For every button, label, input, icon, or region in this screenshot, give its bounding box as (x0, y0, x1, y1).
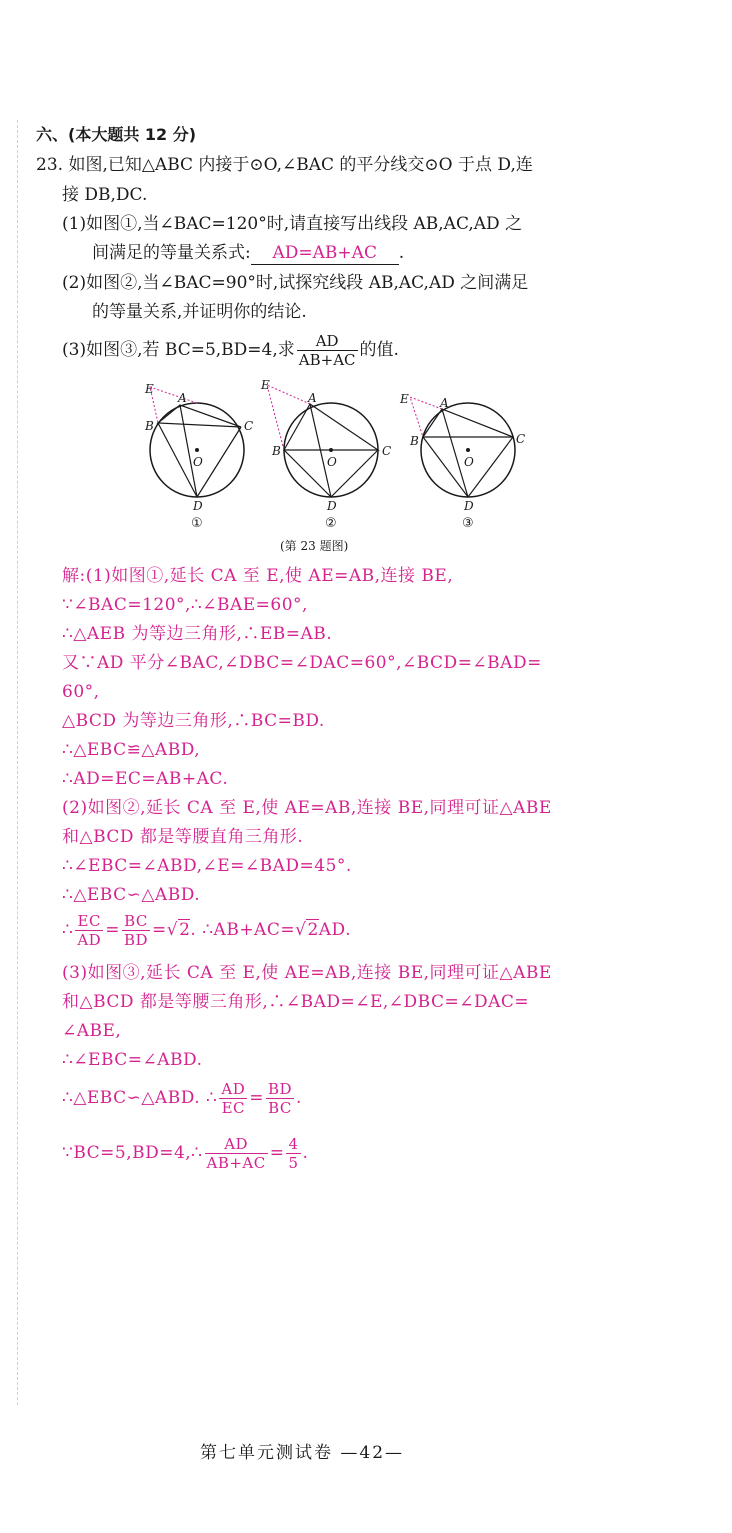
problem-line-2: 接 DB,DC. (62, 185, 148, 205)
solution-line-17: ∴∠EBC=∠ABD. (62, 1050, 203, 1070)
l13-f1-den: AD (77, 931, 102, 949)
l18-f1-num: AD (221, 1080, 246, 1098)
solution-line-7: ∴△EBC≌△ABD, (62, 740, 201, 760)
l18-f2-num: BD (267, 1080, 293, 1098)
solution-line-9: (2)如图②,延长 CA 至 E,使 AE=AB,连接 BE,同理可证△ABE (62, 798, 552, 818)
fig3-number: ③ (462, 516, 474, 531)
part1-line-b (92, 242, 404, 265)
solution-line-4: 又∵AD 平分∠BAC,∠DBC=∠DAC=60°,∠BCD=∠BAD= (62, 653, 542, 673)
fig3-label-e: E (400, 392, 409, 406)
l18-end: . (296, 1088, 302, 1108)
section-title: 六、(本大题共 12 分) (36, 125, 197, 144)
fig2-label-d: D (327, 499, 337, 513)
fig1-label-d: D (193, 499, 203, 513)
fig3-label-o: O (464, 455, 474, 469)
l19-end: . (302, 1143, 309, 1163)
l19-eq: = (269, 1143, 285, 1163)
fig3-label-c: C (516, 432, 526, 446)
l13-sqrt-1-radicand: 2 (179, 920, 191, 940)
fig2-label-a: A (308, 391, 317, 405)
solution-line-10: 和△BCD 都是等腰直角三角形. (62, 827, 304, 847)
l13-middle: . ∴AB+AC= (190, 920, 296, 940)
l13-f2-den: BD (123, 931, 148, 949)
figure-1-svg (130, 375, 270, 535)
l18-f1-den: EC (221, 1099, 245, 1117)
solution-line-13 (62, 912, 351, 949)
l13-eq-1: = (105, 920, 120, 940)
fig1-number: ① (191, 516, 203, 531)
solution-line-11: ∴∠EBC=∠ABD,∠E=∠BAD=45°. (62, 856, 352, 876)
problem-line-1: 23. 如图,已知△ABC 内接于⊙O,∠BAC 的平分线交⊙O 于点 D,连 (36, 155, 533, 175)
part2-line-a: (2)如图②,当∠BAC=90°时,试探究线段 AB,AC,AD 之间满足 (62, 273, 529, 293)
fig3-label-d: D (464, 499, 474, 513)
figure-3-svg (398, 375, 538, 535)
l13-sqrt-2: √2 (295, 920, 319, 940)
l19-f1-den: AB+AC (206, 1154, 266, 1172)
part1-period: . (398, 243, 405, 263)
solution-line-12: ∴△EBC∽△ABD. (62, 885, 201, 905)
fig1-label-e: E (145, 382, 154, 396)
l19-prefix: ∵BC=5,BD=4,∴ (62, 1143, 203, 1163)
part3-fraction (297, 332, 358, 369)
l13-sqrt-1: √2 (166, 920, 191, 940)
part2-line-b: 的等量关系,并证明你的结论. (92, 302, 307, 322)
part3-suffix: 的值. (359, 340, 399, 360)
l18-fraction-1 (219, 1080, 247, 1117)
solution-line-2: ∵∠BAC=120°,∴∠BAE=60°, (62, 595, 308, 615)
part1-prompt: 间满足的等量关系式: (92, 243, 251, 263)
fig2-number: ② (325, 516, 337, 531)
fig2-label-o: O (327, 455, 337, 469)
fig2-label-c: C (382, 444, 392, 458)
l13-fraction-2 (122, 912, 150, 949)
l18-fraction-2 (266, 1080, 294, 1117)
l19-f2-den: 5 (288, 1154, 299, 1172)
solution-line-8: ∴AD=EC=AB+AC. (62, 769, 229, 789)
solution-line-5: 60°, (62, 682, 100, 702)
fig2-label-e: E (261, 378, 270, 392)
fig1-label-a: A (178, 391, 187, 405)
solution-line-16: ∠ABE, (62, 1021, 122, 1041)
solution-line-18 (62, 1080, 302, 1117)
solution-line-6: △BCD 为等边三角形,∴BC=BD. (62, 711, 325, 731)
fig2-label-b: B (272, 444, 281, 458)
l19-fraction-1 (205, 1135, 268, 1172)
part3-fraction-num: AD (297, 332, 358, 351)
figure-caption: (第 23 题图) (280, 539, 349, 553)
l13-therefore: ∴ (62, 920, 74, 940)
part3-line (62, 332, 399, 369)
part1-line-a: (1)如图①,当∠BAC=120°时,请直接写出线段 AB,AC,AD 之 (62, 214, 523, 234)
l13-f1-num: EC (75, 912, 103, 931)
l13-sqrt-2-radicand: 2 (307, 920, 319, 940)
l18-f2-den: BC (268, 1099, 292, 1117)
l19-fraction-2 (286, 1135, 300, 1172)
l18-eq: = (249, 1088, 264, 1108)
l19-f2-num: 4 (288, 1135, 299, 1153)
figure-2-svg (260, 375, 400, 535)
part3-fraction-den: AB+AC (298, 351, 356, 369)
fig1-label-b: B (145, 419, 154, 433)
fig3-label-a: A (440, 396, 449, 410)
binding-margin-line (17, 120, 18, 1405)
l13-eq-2: = (152, 920, 167, 940)
l13-end: AD. (318, 920, 351, 940)
l13-f2-num: BC (122, 912, 150, 931)
solution-line-19 (62, 1135, 308, 1172)
fig3-label-b: B (410, 434, 419, 448)
figure-1 (130, 375, 270, 539)
solution-line-3: ∴△AEB 为等边三角形,∴EB=AB. (62, 624, 333, 644)
figure-3 (398, 375, 538, 539)
l19-f1-num: AD (205, 1135, 268, 1154)
fig1-label-c: C (244, 419, 254, 433)
l18-prefix: ∴△EBC∽△ABD. ∴ (62, 1088, 218, 1108)
part1-answer-blank: AD=AB+AC (251, 242, 399, 265)
solution-line-1: 解:(1)如图①,延长 CA 至 E,使 AE=AB,连接 BE, (62, 566, 454, 586)
solution-line-14: (3)如图③,延长 CA 至 E,使 AE=AB,连接 BE,同理可证△ABE (62, 963, 552, 983)
solution-line-15: 和△BCD 都是等腰三角形,∴∠BAD=∠E,∠DBC=∠DAC= (62, 992, 530, 1012)
l13-fraction-1 (75, 912, 103, 949)
figure-2 (260, 375, 400, 539)
part3-prompt: (3)如图③,若 BC=5,BD=4,求 (62, 340, 295, 360)
page-footer: 第七单元测试卷 —42— (200, 1443, 405, 1463)
fig1-label-o: O (193, 455, 203, 469)
